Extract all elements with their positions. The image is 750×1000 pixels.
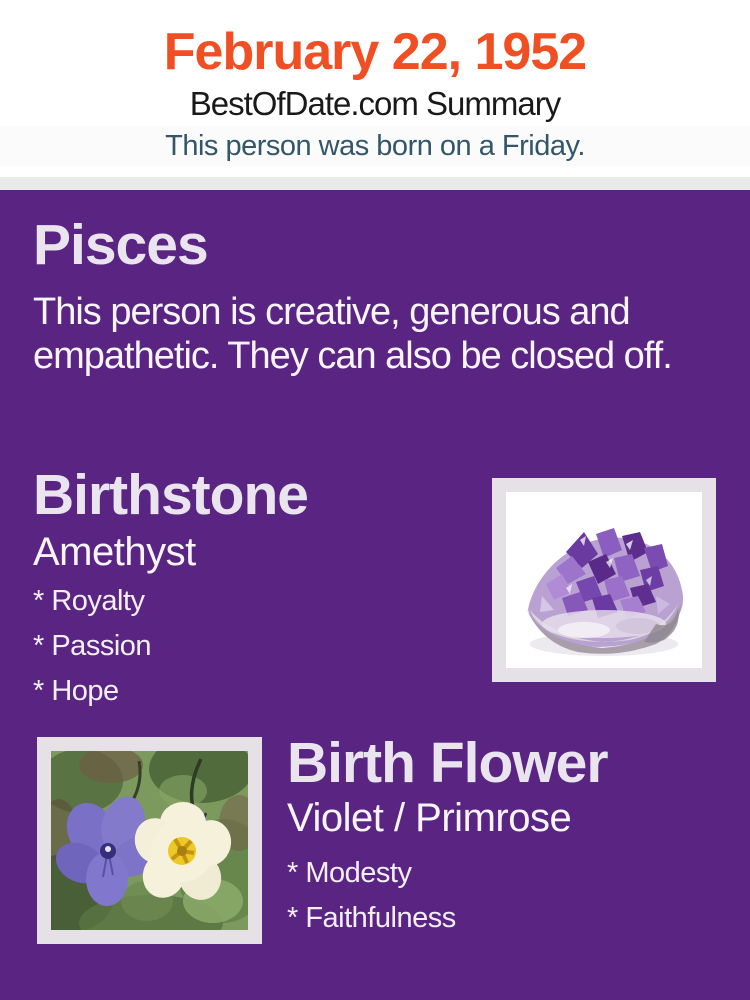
zodiac-heading: Pisces: [33, 213, 208, 277]
violet-primrose-image: [51, 751, 248, 930]
birthstone-trait-list: [33, 586, 151, 721]
birth-flower-trait: * Faithfulness: [287, 902, 456, 934]
birth-flower-heading: Birth Flower: [287, 731, 608, 795]
purple-body: [0, 190, 750, 1000]
site-summary-title: BestOfDate.com Summary: [189, 85, 561, 122]
zodiac-description: This person is creative, generous and empathetic. They can also be closed off.: [33, 291, 672, 377]
birthstone-heading: Birthstone: [33, 463, 308, 527]
birth-flower-trait: * Modesty: [287, 857, 412, 889]
birthstone-image-inner: [506, 492, 702, 668]
birth-flower-image-frame: [37, 737, 262, 944]
page-title-date: February 22, 1952: [163, 23, 587, 81]
birth-flower-trait-list: [287, 858, 456, 948]
birthstone-image-frame: [492, 478, 716, 682]
birthstone-name: Amethyst: [33, 530, 196, 574]
birth-flower-name: Violet / Primrose: [287, 796, 572, 840]
birthstone-trait: * Passion: [33, 630, 152, 662]
birth-flower-image-inner: [51, 751, 248, 930]
divider-bar: [0, 177, 750, 190]
birthstone-trait: * Royalty: [33, 585, 145, 617]
born-day-text: This person was born on a Friday.: [0, 126, 750, 166]
birthstone-trait: * Hope: [33, 675, 119, 707]
amethyst-image: [506, 492, 702, 668]
